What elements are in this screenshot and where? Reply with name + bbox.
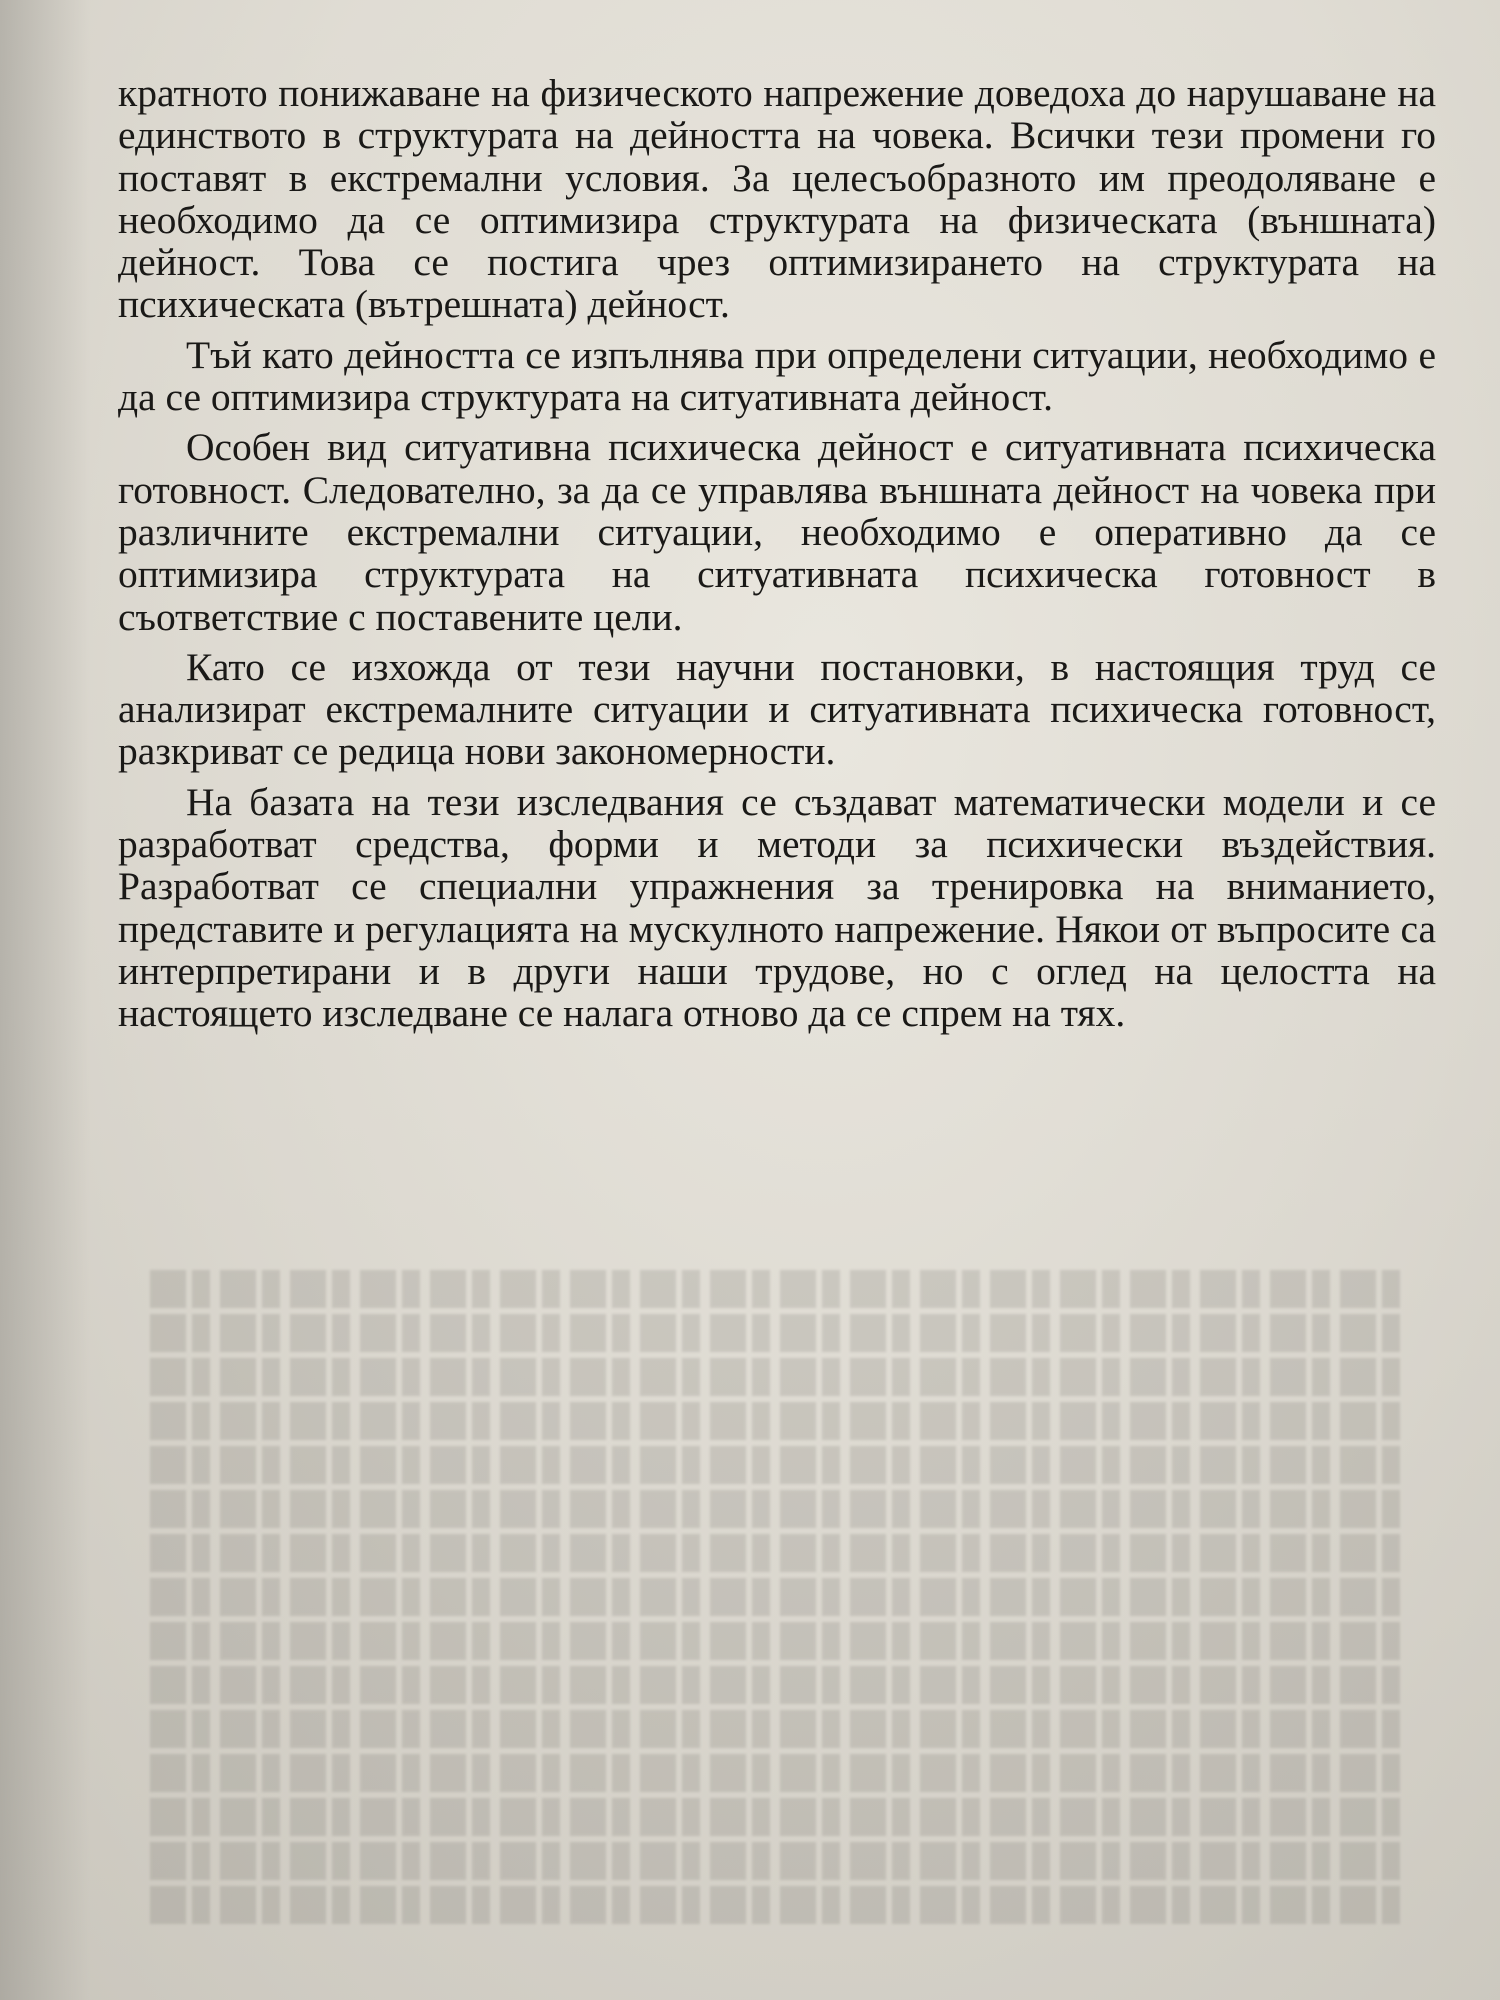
paragraph-4: Като се изхожда от тези научни постановки, в настоящия труд се анализират екстремалните ситуации и ситуативната психическа готовност, разкриват се редица нови закономерности. [118, 644, 1436, 774]
body-text [118, 72, 1436, 1043]
paragraph-3: Особен вид ситуативна психическа дейност е ситуативната психическа готовност. Следователно, за да се управлява външната дейност на човека при различните екстремални ситуации, необходимо е оперативно да се оптимизира структурата на ситуативната психическа готовност в съответствие с поставените цели. [118, 425, 1436, 639]
paragraph-2: Тъй като дейността се изпълнява при определени ситуации, необходимо е да се оптимизира структурата на ситуативната дейност. [118, 332, 1436, 420]
paragraph-5: На базата на тези изследвания се създават математически модели и се разработват средства, форми и методи за психически въздействия. Разработват се специални упражнения за тренировка на вниманието, представите и регулацията на мускулното напрежение. Някои от въпросите са интерпретирани и в други наши трудове, но с оглед на целостта на настоящето изследване се налага отново да се спрем на тях. [118, 779, 1436, 1036]
bleed-through-text-texture [150, 1270, 1400, 1970]
paragraph-1: кратното понижаване на физическото напрежение доведоха до нарушаване на единството в структурата на дейността на човека. Всички тези промени го поставят в екстремални условия. За целесъобразното им преодоляване е необходимо да се оптимизира структурата на физическата (външната) дейност. Това се постига чрез оптимизирането на структурата на психическата (вътрешната) дейност. [118, 71, 1436, 327]
